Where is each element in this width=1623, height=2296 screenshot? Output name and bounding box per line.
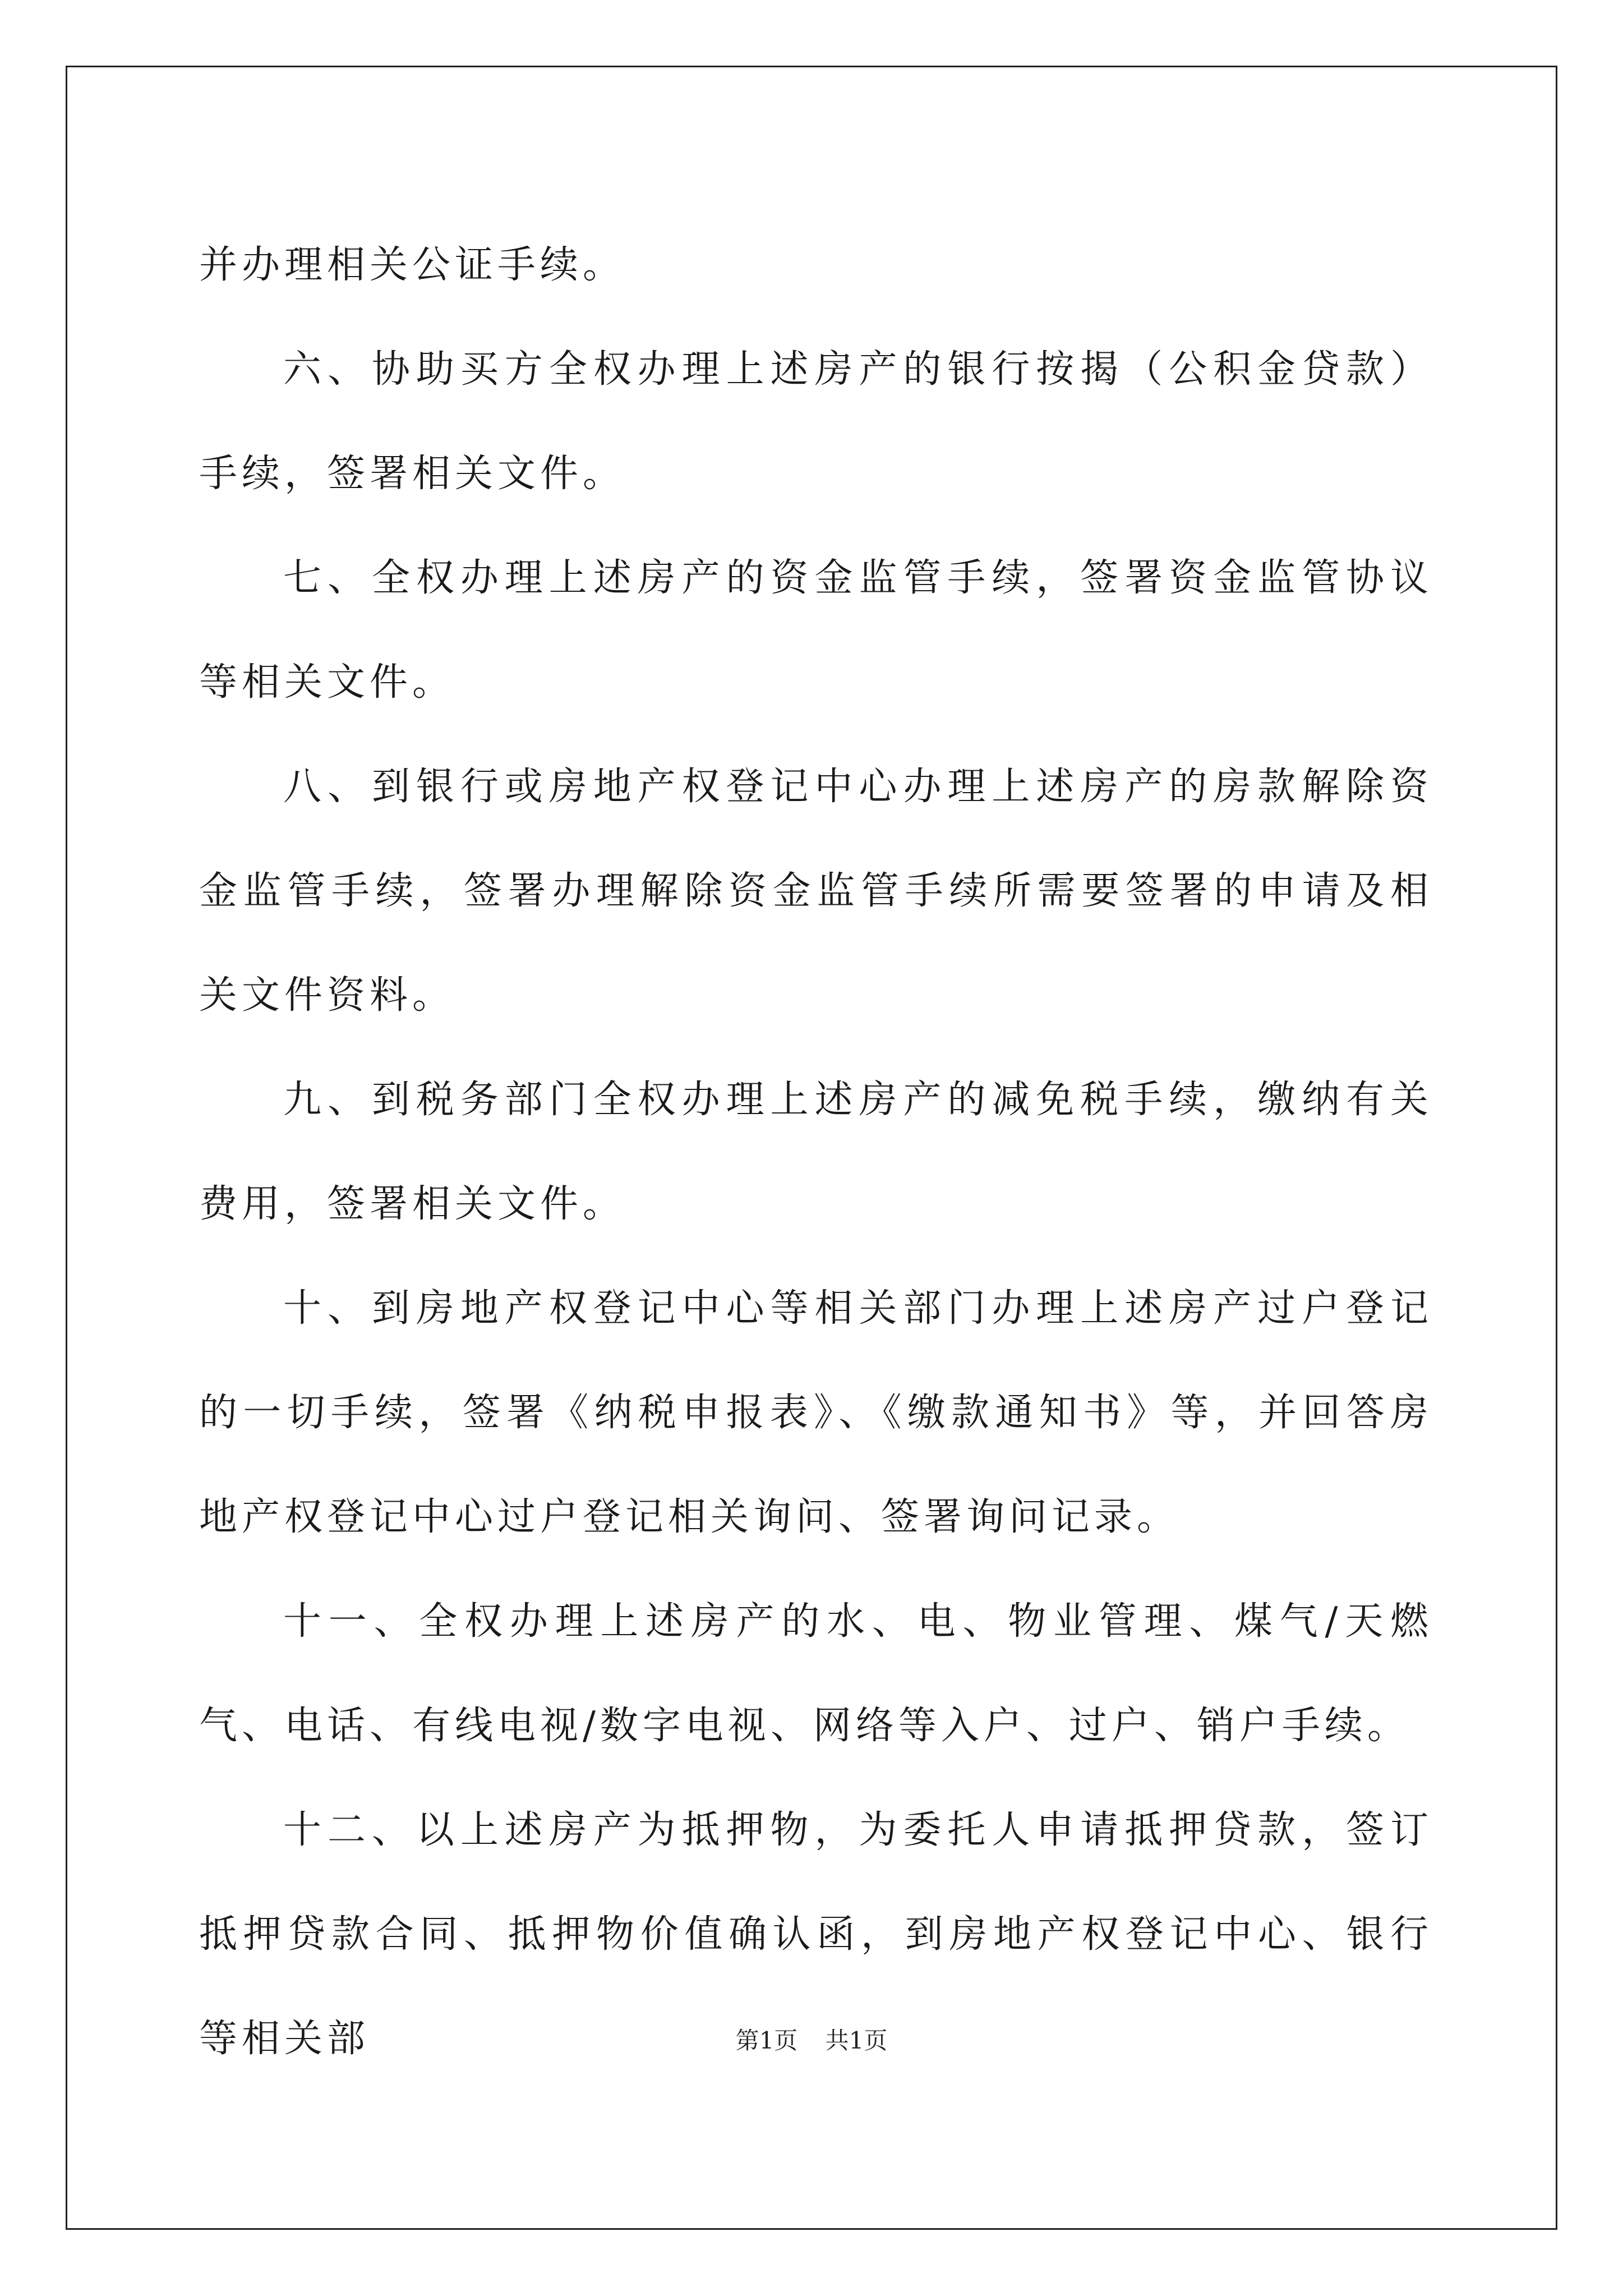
paragraph: 并办理相关公证手续。 [199, 243, 626, 287]
document-body [199, 213, 1433, 2091]
paragraph: 六、协助买方全权办理上述房产的银行按揭（公积金贷款）手续，签署相关文件。 [199, 347, 1433, 496]
paragraph: 七、全权办理上述房产的资金监管手续，签署资金监管协议等相关文件。 [199, 556, 1433, 705]
page-total: 共1页 [825, 2027, 888, 2054]
paragraph: 八、到银行或房地产权登记中心办理上述房产的房款解除资金监管手续，签署办理解除资金监管手续所需要签署的申请及相关文件资料。 [199, 765, 1433, 1018]
page-footer [0, 2022, 1623, 2056]
paragraph: 十、到房地产权登记中心等相关部门办理上述房产过户登记的一切手续，签署《纳税申报表》、《缴款通知书》等，并回答房地产权登记中心过户登记相关询问、签署询问记录。 [199, 1286, 1433, 1539]
paragraph: 十一、全权办理上述房产的水、电、物业管理、煤气/天燃气、电话、有线电视/数字电视、网络等入户、过户、销户手续。 [199, 1599, 1433, 1748]
paragraph: 十二、以上述房产为抵押物，为委托人申请抵押贷款，签订抵押贷款合同、抵押物价值确认函，到房地产权登记中心、银行等相关部 [199, 1808, 1433, 2061]
paragraph: 九、到税务部门全权办理上述房产的减免税手续，缴纳有关费用，签署相关文件。 [199, 1078, 1433, 1226]
page-number: 第1页 [735, 2027, 798, 2054]
